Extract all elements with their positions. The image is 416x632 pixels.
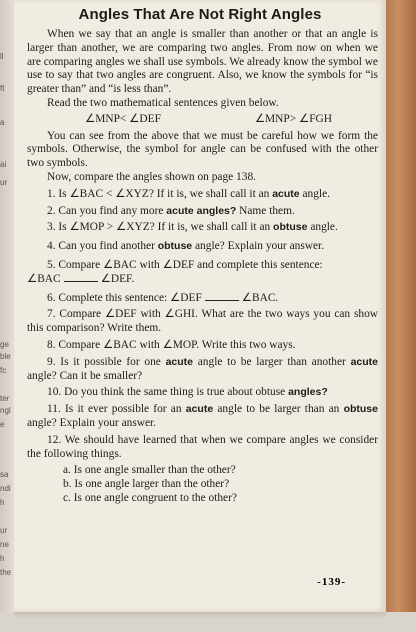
compare-instruction: Now, compare the angles shown on page 138. [47,170,256,183]
question-7: 7. Compare ∠DEF with ∠GHI. What are the two ways you can show this comparison? Write them. [27,308,378,335]
margin-fragment: ble [0,352,11,361]
page-title: Angles That Are Not Right Angles [78,6,322,23]
margin-fragment: ne [0,540,9,549]
margin-fragment: sa [0,470,9,479]
bold-term: obtuse [273,221,308,234]
sub-question-a: a. Is one angle smaller than the other? [63,464,236,477]
answer-blank [64,273,98,282]
bold-term: acute [165,355,194,368]
margin-fragment: ai [0,160,7,169]
bold-term: obtuse [157,240,193,253]
bold-term: obtuse [343,403,378,416]
math-sentence-right: ∠MNP> ∠FGH [254,112,332,125]
question-10: 10. Do you think the same thing is true about obtuse angles? [47,386,328,399]
bold-term: acute [272,187,300,200]
margin-fragment: ge [0,340,9,349]
margin-fragment: ll [0,52,4,61]
margin-fragment: ngl [0,406,11,415]
symbol-caution-paragraph: You can see from the above that we must be careful how we form the symbols. Otherwise, the symbol for angle can be confused with the other two symbols. [27,129,378,170]
question-3: 3. Is ∠MOP > ∠XYZ? If it is, we shall call it an obtuse angle. [47,221,338,234]
page-body [27,28,378,506]
page-bottom-edge [0,612,416,632]
read-instruction: Read the two mathematical sentences given below. [47,96,279,109]
intro-paragraph: When we say that an angle is smaller than another or that an angle is larger than another, we are comparing two angles. From now on when we are comparing angles we shall use symbols. We already know the symbol we use to say that two angles are congruent. Also, we know the symbols for “is greater than” and “is less than”. [27,28,378,96]
question-1: 1. Is ∠BAC < ∠XYZ? If it is, we shall call it an acute angle. [47,187,331,200]
question-12: 12. We should have learned that when we compare angles we consider the following things. [27,433,378,460]
margin-fragment: ndi [0,484,11,493]
math-sentence-left: ∠MNP< ∠DEF [85,112,161,125]
sub-question-c: c. Is one angle congruent to the other? [63,491,237,504]
question-9: 9. Is it possible for one acute angle to be larger than another acute angle? Can it be smaller? [27,355,378,382]
margin-fragment: fc [0,366,7,375]
question-5: 5. Compare ∠BAC with ∠DEF and complete this sentence: [47,258,323,271]
answer-blank [205,292,239,301]
adjacent-page-edge [0,0,14,632]
margin-fragment: ter [0,394,10,403]
book-spine-edge [386,0,416,612]
margin-fragment: h [0,554,5,563]
bold-term: acute [185,403,214,416]
margin-fragment: e [0,420,5,429]
question-2: 2. Can you find any more acute angles? Name them. [47,204,295,217]
question-5-blank-sentence: ∠BAC ∠DEF. [27,272,135,285]
question-8: 8. Compare ∠BAC with ∠MOP. Write this two ways. [47,338,296,351]
margin-fragment: ft [0,84,5,93]
margin-fragment: h [0,498,5,507]
margin-fragment: a [0,118,5,127]
bold-term: acute angles? [166,204,237,217]
bold-term: acute [350,355,378,368]
question-6: 6. Complete this sentence: ∠DEF ∠BAC. [47,291,279,304]
question-11: 11. Is it ever possible for an acute angle to be larger than an obtuse angle? Explain your answer. [27,403,378,429]
bold-term: angles? [288,386,328,399]
margin-fragment: ur [0,526,8,535]
sub-question-b: b. Is one angle larger than the other? [63,478,230,491]
math-sentences [27,111,378,130]
margin-fragment: ur [0,178,8,187]
page-number: -139- [317,576,346,588]
question-4: 4. Can you find another obtuse angle? Explain your answer. [47,240,325,253]
book-page [14,0,386,612]
margin-fragment: the [0,568,12,577]
